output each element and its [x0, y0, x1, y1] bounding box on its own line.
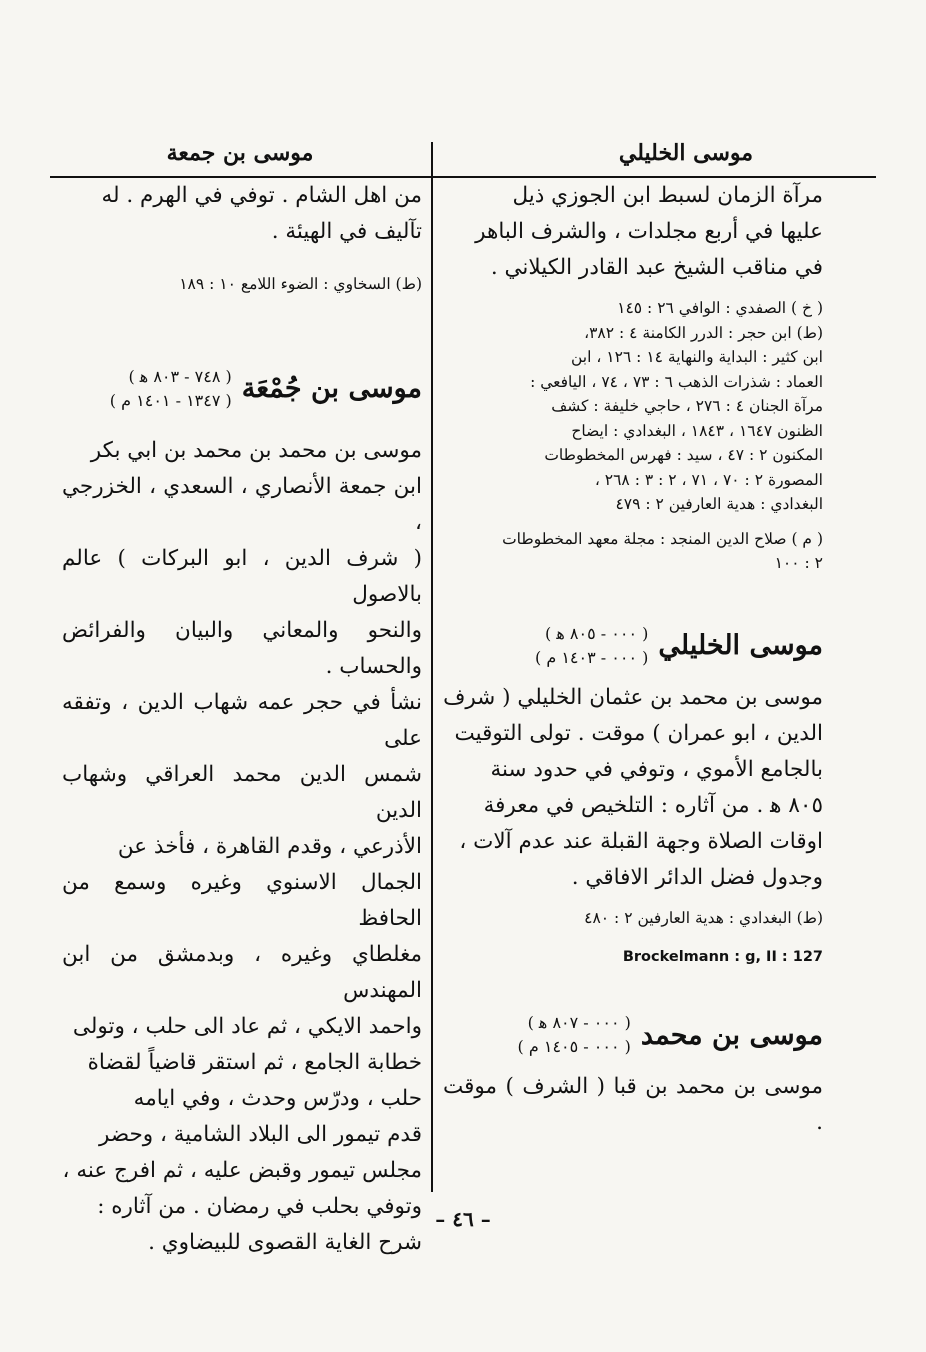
hijri-dates: ( ٧٤٨ - ٨٠٣ ﻫ ) [128, 366, 232, 386]
entry-name: موسى الخليلي [658, 630, 823, 661]
text-line: في مناقب الشيخ عبد القادر الكيلاني . [490, 255, 823, 280]
entry-heading [62, 365, 422, 413]
left-column [62, 178, 422, 1261]
entry-name: موسى بن محمد [640, 1019, 823, 1051]
reference-line: ٢ : ١٠٠ [774, 554, 823, 572]
reference-line: ابن كثير : البداية والنهاية ١٤ : ١٢٦ ، ابن [570, 348, 823, 366]
text-line: مغلطاي وغيره ، وبدمشق من ابن المهندس [62, 941, 422, 1003]
right-column [443, 178, 823, 1141]
reference-line: (ط) ابن حجر : الدرر الكامنة ٤ : ٣٨٢، [584, 323, 823, 342]
gregorian-dates: ( ٠٠٠ - ١٤٠٥ م ) [517, 1037, 631, 1056]
reference-line: المكنون ٢ : ٤٧ ، سيد : فهرس المخطوطات [544, 446, 823, 464]
text-line: مجلس تيمور وقبض عليه ، ثم افرج عنه ، [62, 1157, 422, 1183]
latin-reference: Brockelmann : g, II : 127 [622, 948, 823, 965]
reference-line: ( خ ) الصفدي : الوافي ٢٦ : ١٤٥ [617, 299, 823, 317]
text-line: تآليف في الهيئة . [271, 219, 422, 244]
reference-line: العماد : شذرات الذهب ٦ : ٧٣ ، ٧٤ ، اليافعي : [530, 372, 823, 391]
entry-body [443, 680, 823, 896]
text-line: وجدول فضل الدائر الافاقي . [571, 864, 823, 890]
text-line: نشأ في حجر عمه شهاب الدين ، وتفقه على [62, 689, 422, 751]
hijri-dates: ( ٠٠٠ - ٨٠٧ ﻫ ) [527, 1013, 631, 1032]
text-line: بالجامع الأموي ، وتوفي في حدود سنة [490, 756, 823, 782]
reference-line: (ط) البغدادي : هدية العارفين ٢ : ٤٨٠ [584, 908, 823, 927]
text-line: ( شرف الدين ، ابو البركات ) عالم بالاصول [62, 545, 422, 607]
text-line: خطابة الجامع ، ثم استقر قاضياً لقضاة [87, 1049, 422, 1075]
references-block [443, 296, 823, 576]
running-title-right: موسى الخليلي [618, 140, 754, 166]
entry-heading [443, 1011, 823, 1059]
reference-line: ( م ) صلاح الدين المنجد : مجلة معهد المخطوطات [502, 529, 823, 548]
text-line: حلب ، ودرّس وحدث ، وفي ايامه [133, 1085, 422, 1111]
gregorian-dates: ( ٠٠٠ - ١٤٠٣ م ) [534, 647, 649, 667]
entry-dates [535, 622, 648, 670]
text-line: موسى بن محمد بن قبا ( الشرف ) موقت . [443, 1074, 823, 1135]
running-header [50, 132, 876, 178]
text-line: ٨٠٥ ﻫ . من آثاره : التلخيص في معرفة [483, 792, 823, 818]
gregorian-dates: ( ١٣٤٧ - ١٤٠١ م ) [109, 390, 232, 410]
text-line: شرح الغاية القصوى للبيضاوي . [148, 1229, 422, 1255]
reference-line: البغدادي : هدية العارفين ٢ : ٤٧٩ [615, 495, 823, 513]
hijri-dates: ( ٠٠٠ - ٨٠٥ ﻫ ) [545, 623, 649, 643]
text-line: مرآة الزمان لسبط ابن الجوزي ذيل [512, 183, 823, 208]
text-line: والنحو والمعاني والبيان والفرائض والحساب . [62, 617, 422, 679]
running-title-left: موسى بن جمعة [166, 140, 314, 166]
entry-body [62, 433, 422, 1261]
entry-dates [518, 1011, 631, 1059]
text-line: شمس الدين محمد العراقي وشهاب الدين [62, 761, 422, 823]
text-line: عليها في أربع مجلدات ، والشرف الباهر [475, 219, 823, 244]
text-line: الدين ، ابو عمران ) موقت . تولى التوقيت [454, 720, 823, 746]
entry-heading [443, 622, 823, 670]
entry-name: موسى بن جُمْعَة [241, 373, 422, 404]
text-line: وتوفي بحلب في رمضان . من آثاره : [97, 1193, 422, 1219]
text-line: موسى بن محمد بن محمد بن ابي بكر [90, 437, 422, 463]
text-line: من اهل الشام . توفي في الهرم . له [101, 183, 422, 208]
continued-entry-text [62, 178, 422, 250]
column-divider [431, 142, 433, 1192]
text-line: اوقات الصلاة وجهة القبلة عند عدم آلات ، [459, 828, 823, 854]
text-line: الجمال الاسنوي وغيره وسمع من الحافظ [62, 869, 422, 931]
text-line: واحمد الايكي ، ثم عاد الى حلب ، وتولى [72, 1013, 422, 1039]
reference-line: مرآة الجنان ٤ : ٢٧٦ ، حاجي خليفة : كشف [551, 397, 823, 415]
text-line: موسى بن محمد بن عثمان الخليلي ( شرف [443, 684, 823, 710]
page-number: – ٤٦ – [435, 1207, 491, 1231]
text-line: قدم تيمور الى البلاد الشامية ، وحضر [98, 1121, 422, 1147]
entry-dates [110, 365, 232, 413]
continued-entry-text [443, 178, 823, 286]
text-line: الأذرعي ، وقدم القاهرة ، فأخذ عن [117, 833, 422, 859]
reference-line: الظنون ١٦٤٧ ، ١٨٤٣ ، البغدادي : ايضاح [571, 421, 823, 440]
text-line: ابن جمعة الأنصاري ، السعدي ، الخزرجي ، [62, 473, 422, 535]
reference-line: المصورة ٢ : ٧٠ ، ٧١ ، ٢ : ٣ : ٢٦٨ ، [594, 470, 823, 489]
reference-line: (ط) السخاوي : الضوء اللامع ١٠ : ١٨٩ [179, 275, 422, 293]
